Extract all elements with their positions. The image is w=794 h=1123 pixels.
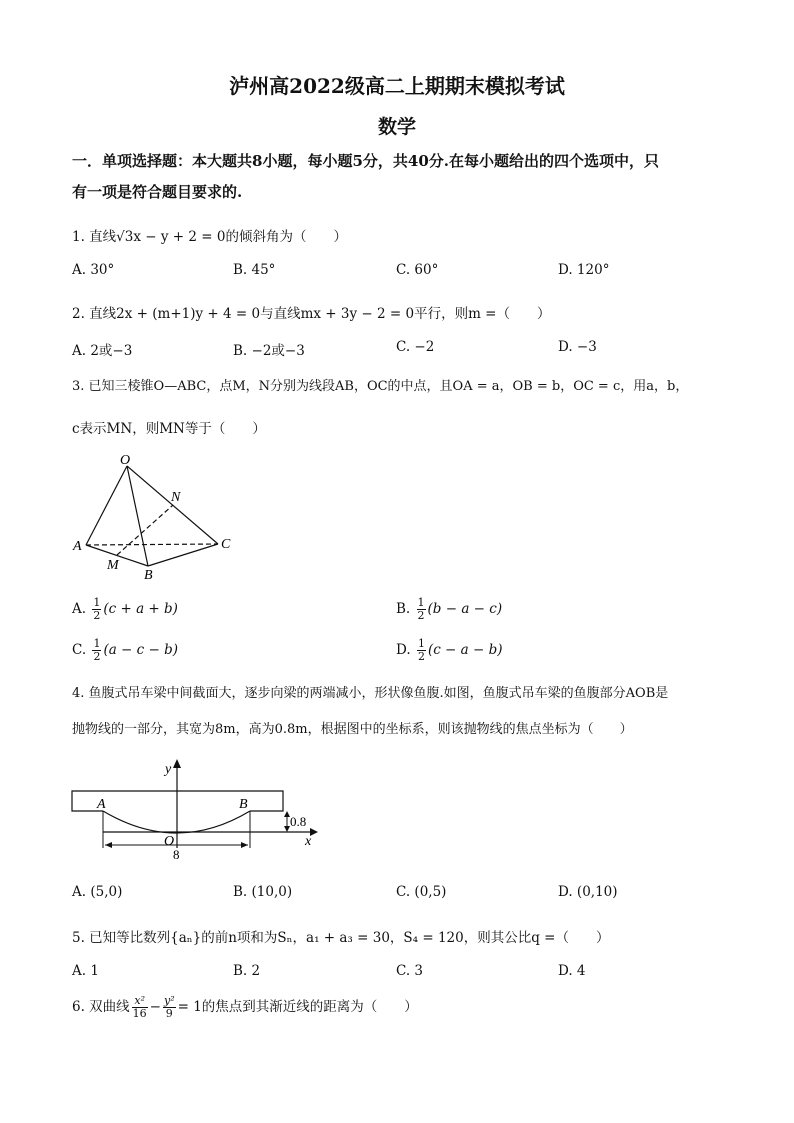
- question-6-stem: 6. 双曲线 $\frac{\text{x²}}{16}$ − $\frac{\text{y²}}{9}$ = 1的焦点到其渐近线的距离为（ ）: [72, 994, 418, 1020]
- segment-mn: [117, 505, 173, 555]
- q3-option-b: B. $\frac{1}{2}$ (b − a − c): [396, 596, 503, 622]
- question-2-stem: 2. 直线2x + (m+1)y + 4 = 0与直线mx + 3y − 2 = 0平行，则m =（ ）: [72, 306, 551, 322]
- label-x: x: [305, 834, 312, 849]
- q2-option-a: A. 2或−3: [72, 343, 133, 359]
- q5-option-c: C. 3: [396, 963, 424, 979]
- q5-option-b: B. 2: [233, 963, 261, 979]
- q4-option-b: B. (10,0): [233, 884, 293, 900]
- edge-ac-hidden: [86, 544, 218, 545]
- q5-option-d: D. 4: [558, 963, 586, 979]
- question-3-stem-line2: c表示MN，则MN等于（ ）: [72, 421, 266, 437]
- label-a: A: [97, 797, 106, 812]
- q1-option-c: C. 60°: [396, 262, 439, 278]
- y-axis-arrow: [173, 759, 181, 768]
- q2-option-d: D. −3: [558, 339, 597, 355]
- width-arrow-right: [241, 842, 248, 848]
- q2-option-b: B. −2或−3: [233, 343, 305, 359]
- label-width: 8: [173, 847, 180, 862]
- label-a: A: [73, 539, 82, 554]
- q3-option-a: A. $\frac{1}{2}$ (c + a + b): [72, 596, 178, 622]
- q4-option-d: D. (0,10): [558, 884, 618, 900]
- label-m: M: [107, 558, 119, 573]
- q4-option-a: A. (5,0): [72, 884, 123, 900]
- label-c: C: [221, 537, 231, 552]
- q1-option-b: B. 45°: [233, 262, 276, 278]
- q3-option-c: C. $\frac{1}{2}$ (a − c − b): [72, 637, 179, 663]
- label-b: B: [239, 797, 248, 812]
- label-b: B: [144, 568, 153, 583]
- question-3-stem-line1: 3. 已知三棱锥O—ABC，点M，N分别为线段AB，OC的中点，且OA = a，OB = b，OC = c，用a，b，: [72, 379, 689, 394]
- label-n: N: [171, 490, 181, 505]
- edge-oa: [86, 466, 127, 545]
- width-arrow-left: [105, 842, 112, 848]
- label-height: 0.8: [290, 814, 307, 829]
- section-heading-line2: 有一项是符合题目要求的.: [72, 183, 243, 201]
- q3-option-d: D. $\frac{1}{2}$ (c − a − b): [396, 637, 503, 663]
- label-o: O: [164, 834, 175, 849]
- label-o: O: [120, 453, 131, 468]
- q5-option-a: A. 1: [72, 963, 99, 979]
- section-heading-line1: 一．单项选择题：本大题共8小题，每小题5分，共40分.在每小题给出的四个选项中，只: [72, 152, 659, 170]
- question-1-stem: 1. 直线√3x − y + 2 = 0的倾斜角为（ ）: [72, 229, 347, 245]
- q1-option-d: D. 120°: [558, 262, 610, 278]
- exam-title: 泸州高2022级高二上期期末模拟考试: [229, 74, 565, 98]
- question-4-stem-line2: 抛物线的一部分，其宽为8m，高为0.8m，根据图中的坐标系，则该抛物线的焦点坐标为（ ）: [72, 722, 633, 737]
- question-4-stem-line1: 4. 鱼腹式吊车梁中间截面大，逐步向梁的两端减小，形状像鱼腹.如图，鱼腹式吊车梁的鱼腹部分AOB是: [72, 686, 669, 701]
- label-y: y: [165, 762, 172, 777]
- edge-bc: [148, 544, 218, 566]
- q2-option-c: C. −2: [396, 339, 435, 355]
- tetrahedron-figure: [70, 452, 250, 584]
- q4-option-c: C. (0,5): [396, 884, 447, 900]
- q1-option-a: A. 30°: [72, 262, 115, 278]
- fish-belly-beam-figure: [65, 755, 325, 865]
- subject-title: 数学: [377, 116, 416, 138]
- question-5-stem: 5. 已知等比数列{aₙ}的前n项和为Sₙ，a₁ + a₃ = 30，S₄ = 120，则其公比q =（ ）: [72, 930, 610, 946]
